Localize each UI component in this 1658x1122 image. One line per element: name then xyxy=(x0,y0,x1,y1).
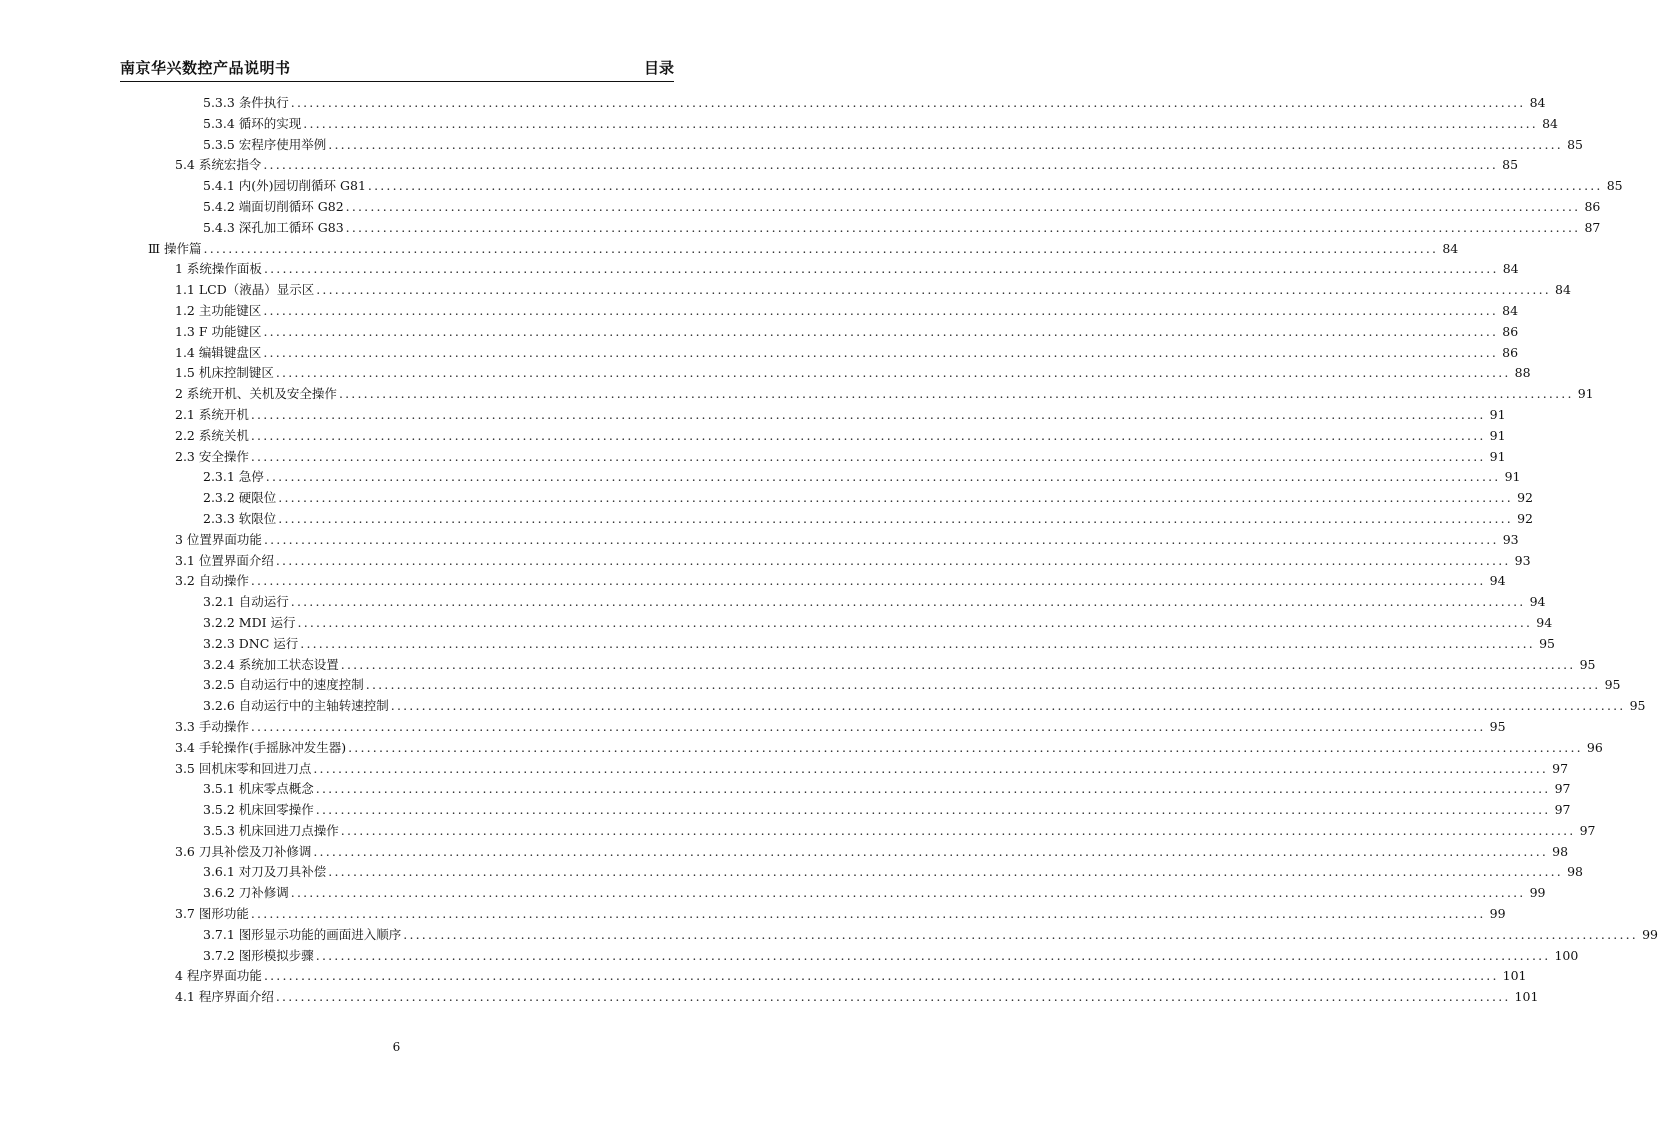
toc-entry-page: 84 xyxy=(1555,282,1571,298)
dot-leader: ........................................................................................................................................................................................................ xyxy=(203,240,1439,256)
dot-leader: ........................................................................................................................................................................................................ xyxy=(367,178,1603,194)
toc-entry[interactable] xyxy=(0,114,1558,135)
page-header xyxy=(120,57,674,81)
toc-entry[interactable] xyxy=(0,259,1519,280)
toc-entry-line xyxy=(203,488,1533,509)
toc-entry-line xyxy=(148,239,1459,260)
toc-entry-line xyxy=(203,93,1546,114)
dot-leader: ........................................................................................................................................................................................................ xyxy=(300,635,1535,651)
toc-entry-page: 84 xyxy=(1542,115,1558,131)
toc-entry-line xyxy=(175,343,1519,364)
dot-leader: ........................................................................................................................................................................................................ xyxy=(340,822,1576,838)
toc-entry[interactable] xyxy=(0,551,1531,572)
dot-leader: ........................................................................................................................................................................................................ xyxy=(328,136,1563,152)
dot-leader: ........................................................................................................................................................................................................ xyxy=(263,302,1499,318)
toc-entry[interactable] xyxy=(0,239,1459,260)
toc-entry-label: 5.3.4 循环的实现 xyxy=(203,115,302,131)
toc-entry-label: 3.3 手动操作 xyxy=(175,718,249,734)
toc-entry-label: 1 系统操作面板 xyxy=(175,261,262,277)
toc-entry[interactable] xyxy=(0,655,1596,676)
dot-leader: ........................................................................................................................................................................................................ xyxy=(263,157,1499,173)
toc-entry-page: 94 xyxy=(1536,614,1553,630)
toc-entry[interactable] xyxy=(0,842,1569,863)
dot-leader: ........................................................................................................................................................................................................ xyxy=(265,469,1501,485)
dot-leader: ........................................................................................................................................................................................................ xyxy=(263,261,1499,277)
toc-entry-line xyxy=(175,987,1539,1008)
toc-entry-label: 3.2.2 MDI 运行 xyxy=(203,614,296,630)
toc-entry[interactable] xyxy=(0,571,1506,592)
dot-leader: ........................................................................................................................................................................................................ xyxy=(263,323,1499,339)
toc-entry[interactable] xyxy=(0,384,1594,405)
toc-entry-line xyxy=(175,717,1506,738)
dot-leader: ........................................................................................................................................................................................................ xyxy=(313,760,1549,776)
dot-leader: ........................................................................................................................................................................................................ xyxy=(290,885,1526,901)
toc-entry-line xyxy=(175,384,1594,405)
toc-entry[interactable] xyxy=(0,883,1546,904)
toc-entry-line xyxy=(175,259,1519,280)
dot-leader: ........................................................................................................................................................................................................ xyxy=(250,573,1486,589)
dot-leader: ........................................................................................................................................................................................................ xyxy=(250,406,1486,422)
dot-leader: ........................................................................................................................................................................................................ xyxy=(338,386,1574,402)
toc-entry-line xyxy=(203,696,1646,717)
toc-entry-page: 95 xyxy=(1629,698,1646,714)
toc-entry[interactable] xyxy=(0,696,1646,717)
toc-entry-line xyxy=(203,883,1546,904)
toc-entry[interactable] xyxy=(0,821,1596,842)
toc-entry-label: 3.6.2 刀补修调 xyxy=(203,885,289,901)
toc-entry[interactable] xyxy=(0,155,1519,176)
toc-entry-page: 98 xyxy=(1552,843,1569,859)
toc-entry[interactable] xyxy=(0,759,1569,780)
toc-entry-label: 3.2.5 自动运行中的速度控制 xyxy=(203,677,364,693)
toc-entry-page: 91 xyxy=(1489,448,1506,464)
dot-leader: ........................................................................................................................................................................................................ xyxy=(315,947,1551,963)
dot-leader: ........................................................................................................................................................................................................ xyxy=(250,906,1486,922)
toc-entry-label: 3.5.2 机床回零操作 xyxy=(203,802,314,818)
dot-leader: ........................................................................................................................................................................................................ xyxy=(315,781,1551,797)
toc-entry-label: 4.1 程序界面介绍 xyxy=(175,989,274,1005)
dot-leader: ........................................................................................................................................................................................................ xyxy=(328,864,1563,880)
toc-entry-line xyxy=(203,218,1601,239)
toc-entry-page: 87 xyxy=(1584,219,1601,235)
toc-entry[interactable] xyxy=(0,343,1519,364)
toc-entry-page: 99 xyxy=(1489,906,1506,922)
toc-entry-line xyxy=(175,322,1519,343)
toc-entry-page: 84 xyxy=(1502,302,1519,318)
toc-entry[interactable] xyxy=(0,218,1601,239)
toc-entry-page: 95 xyxy=(1539,635,1555,651)
toc-entry[interactable] xyxy=(0,530,1519,551)
toc-entry-label: 3.6 刀具补偿及刀补修调 xyxy=(175,843,312,859)
dot-leader: ........................................................................................................................................................................................................ xyxy=(348,739,1583,755)
toc-entry-page: 94 xyxy=(1529,594,1546,610)
toc-entry-label: 3.4 手轮操作(手摇脉冲发生器) xyxy=(175,739,347,755)
section-title: 目录 xyxy=(643,59,674,77)
toc-entry-line xyxy=(175,363,1531,384)
dot-leader: ........................................................................................................................................................................................................ xyxy=(250,427,1486,443)
toc-entry-page: 92 xyxy=(1517,490,1533,506)
toc-entry-label: 5.3.5 宏程序使用举例 xyxy=(203,136,327,152)
toc-entry-label: 3.5 回机床零和回进刀点 xyxy=(175,760,312,776)
toc-entry[interactable] xyxy=(0,447,1506,468)
toc-entry-line xyxy=(203,467,1521,488)
toc-entry[interactable] xyxy=(0,197,1601,218)
toc-entry[interactable] xyxy=(0,800,1571,821)
toc-entry[interactable] xyxy=(0,862,1583,883)
toc-entry[interactable] xyxy=(0,301,1519,322)
toc-entry-page: 91 xyxy=(1489,427,1506,443)
toc-entry-page: 84 xyxy=(1529,95,1546,110)
toc-entry-label: 3.7.2 图形模拟步骤 xyxy=(203,947,314,963)
toc-entry-line xyxy=(175,759,1569,780)
toc-entry[interactable] xyxy=(0,426,1506,447)
toc-entry-label: 3.1 位置界面介绍 xyxy=(175,552,274,568)
toc-entry-page: 101 xyxy=(1514,989,1539,1005)
toc-entry-label: 5.4.1 内(外)园切削循环 G81 xyxy=(203,178,366,194)
toc-entry-label: 3.7 图形功能 xyxy=(175,906,249,922)
toc-entry-page: 86 xyxy=(1502,323,1519,339)
toc-entry-line xyxy=(203,592,1546,613)
toc-entry-line xyxy=(203,925,1658,946)
dot-leader: ........................................................................................................................................................................................................ xyxy=(340,656,1576,672)
dot-leader: ........................................................................................................................................................................................................ xyxy=(275,989,1511,1005)
toc-entry-line xyxy=(175,738,1603,759)
toc-entry-label: 3.6.1 对刀及刀具补偿 xyxy=(203,864,327,880)
toc-entry-line xyxy=(203,176,1623,197)
toc-entry[interactable] xyxy=(0,925,1658,946)
toc-entry-label: 3.2.1 自动运行 xyxy=(203,594,289,610)
toc-entry[interactable] xyxy=(0,613,1553,634)
dot-leader: ........................................................................................................................................................................................................ xyxy=(345,198,1581,214)
toc-entry-page: 91 xyxy=(1489,406,1506,422)
toc-entry[interactable] xyxy=(0,966,1527,987)
toc-entry[interactable] xyxy=(0,509,1533,530)
toc-entry-line xyxy=(203,946,1579,967)
toc-entry-page: 85 xyxy=(1606,178,1623,194)
toc-entry-page: 95 xyxy=(1489,718,1506,734)
toc-entry-label: 3 位置界面功能 xyxy=(175,531,262,547)
toc-entry-page: 94 xyxy=(1489,573,1506,589)
dot-leader: ........................................................................................................................................................................................................ xyxy=(275,552,1511,568)
toc-entry-page: 97 xyxy=(1579,822,1596,838)
toc-entry[interactable] xyxy=(0,675,1621,696)
dot-leader: ........................................................................................................................................................................................................ xyxy=(390,698,1626,714)
toc-entry-page: 98 xyxy=(1567,864,1583,880)
toc-entry[interactable] xyxy=(0,363,1531,384)
toc-entry[interactable] xyxy=(0,93,1546,114)
toc-entry-page: 93 xyxy=(1514,552,1531,568)
toc-entry-label: 3.5.3 机床回进刀点操作 xyxy=(203,822,339,838)
toc-entry-label: 2.3.1 急停 xyxy=(203,469,264,485)
dot-leader: ........................................................................................................................................................................................................ xyxy=(278,510,1513,526)
toc-entry[interactable] xyxy=(0,405,1506,426)
toc-entry-page: 84 xyxy=(1442,240,1459,256)
page-number: 6 xyxy=(392,1040,401,1054)
toc-entry-line xyxy=(175,966,1527,987)
toc-entry-page: 86 xyxy=(1584,198,1601,214)
toc-entry-label: 4 程序界面功能 xyxy=(175,968,262,984)
dot-leader: ........................................................................................................................................................................................................ xyxy=(403,926,1638,942)
toc-entry-label: 2 系统开机、关机及安全操作 xyxy=(175,386,337,402)
toc-entry-line xyxy=(175,571,1506,592)
toc-entry-page: 97 xyxy=(1552,760,1569,776)
toc-entry-page: 95 xyxy=(1579,656,1596,672)
toc-entry-label: 5.4.2 端面切削循环 G82 xyxy=(203,198,344,214)
toc-entry-label: Ⅲ 操作篇 xyxy=(148,240,202,256)
toc-entry[interactable] xyxy=(0,280,1571,301)
toc-entry-line xyxy=(175,842,1569,863)
toc-entry-label: 1.1 LCD（液晶）显示区 xyxy=(175,282,315,298)
toc-entry-page: 99 xyxy=(1529,885,1546,901)
toc-entry[interactable] xyxy=(0,488,1533,509)
toc-entry-page: 84 xyxy=(1502,261,1519,277)
toc-entry-line xyxy=(175,530,1519,551)
toc-entry-page: 85 xyxy=(1567,136,1583,152)
toc-entry-line xyxy=(203,509,1533,530)
toc-entry-line xyxy=(203,800,1571,821)
dot-leader: ........................................................................................................................................................................................................ xyxy=(297,614,1533,630)
toc-entry[interactable] xyxy=(0,592,1546,613)
toc-entry-page: 85 xyxy=(1502,157,1519,173)
toc-entry-label: 3.2.3 DNC 运行 xyxy=(203,635,299,651)
toc-entry-line xyxy=(175,551,1531,572)
toc-entry-label: 1.2 主功能键区 xyxy=(175,302,262,318)
toc-entry-page: 96 xyxy=(1586,739,1603,755)
toc-entry-label: 3.2.4 系统加工状态设置 xyxy=(203,656,339,672)
toc-entry-label: 1.3 F 功能键区 xyxy=(175,323,262,339)
toc-entry-page: 100 xyxy=(1554,947,1579,963)
toc-entry-line xyxy=(203,613,1553,634)
toc-entry-label: 3.2.6 自动运行中的主轴转速控制 xyxy=(203,698,389,714)
toc-entry-label: 1.4 编辑键盘区 xyxy=(175,344,262,360)
header-divider xyxy=(120,81,674,82)
dot-leader: ........................................................................................................................................................................................................ xyxy=(263,531,1499,547)
toc-entry-label: 5.4.3 深孔加工循环 G83 xyxy=(203,219,344,235)
toc-entry-page: 97 xyxy=(1554,802,1571,818)
toc-entry-page: 88 xyxy=(1514,365,1531,381)
toc-entry[interactable] xyxy=(0,779,1571,800)
toc-entry-line xyxy=(203,821,1596,842)
dot-leader: ........................................................................................................................................................................................................ xyxy=(345,219,1581,235)
dot-leader: ........................................................................................................................................................................................................ xyxy=(275,365,1511,381)
toc-entry-page: 91 xyxy=(1504,469,1521,485)
toc-entry-line xyxy=(175,405,1506,426)
toc-entry[interactable] xyxy=(0,322,1519,343)
toc-entry-line xyxy=(203,655,1596,676)
toc-entry-page: 101 xyxy=(1502,968,1527,984)
toc-entry-page: 91 xyxy=(1577,386,1594,402)
toc-entry-page: 93 xyxy=(1502,531,1519,547)
dot-leader: ........................................................................................................................................................................................................ xyxy=(250,718,1486,734)
toc-entry-label: 1.5 机床控制键区 xyxy=(175,365,274,381)
toc-entry-label: 2.3.2 硬限位 xyxy=(203,490,277,506)
dot-leader: ........................................................................................................................................................................................................ xyxy=(365,677,1601,693)
toc-entry-line xyxy=(203,197,1601,218)
toc-entry-label: 5.3.3 条件执行 xyxy=(203,95,289,110)
dot-leader: ........................................................................................................................................................................................................ xyxy=(263,344,1499,360)
toc-entry-page: 99 xyxy=(1642,926,1658,942)
toc-entry-page: 92 xyxy=(1517,510,1533,526)
toc-entry-label: 3.7.1 图形显示功能的画面进入顺序 xyxy=(203,926,402,942)
toc-entry-line xyxy=(175,447,1506,468)
toc-entry[interactable] xyxy=(0,946,1579,967)
toc-entry-line xyxy=(175,301,1519,322)
toc-entry-line xyxy=(175,426,1506,447)
toc-entry-page: 86 xyxy=(1502,344,1519,360)
dot-leader: ........................................................................................................................................................................................................ xyxy=(263,968,1499,984)
toc-entry-label: 2.3.3 软限位 xyxy=(203,510,277,526)
toc-entry-label: 3.5.1 机床零点概念 xyxy=(203,781,314,797)
dot-leader: ........................................................................................................................................................................................................ xyxy=(290,594,1526,610)
document-title: 南京华兴数控产品说明书 xyxy=(120,59,291,77)
dot-leader: ........................................................................................................................................................................................................ xyxy=(250,448,1486,464)
table-of-contents xyxy=(0,93,1658,1008)
toc-entry-label: 2.2 系统关机 xyxy=(175,427,249,443)
toc-entry[interactable] xyxy=(0,904,1506,925)
toc-entry[interactable] xyxy=(0,634,1555,655)
dot-leader: ........................................................................................................................................................................................................ xyxy=(303,115,1538,131)
dot-leader: ........................................................................................................................................................................................................ xyxy=(313,843,1549,859)
toc-entry-line xyxy=(203,135,1583,156)
toc-entry-line xyxy=(203,862,1583,883)
toc-entry-line xyxy=(175,280,1571,301)
toc-entry[interactable] xyxy=(0,135,1583,156)
toc-entry-line xyxy=(203,779,1571,800)
toc-entry-label: 2.3 安全操作 xyxy=(175,448,249,464)
toc-entry-line xyxy=(175,904,1506,925)
toc-entry-line xyxy=(203,634,1555,655)
dot-leader: ........................................................................................................................................................................................................ xyxy=(316,282,1551,298)
toc-entry-label: 2.1 系统开机 xyxy=(175,406,249,422)
toc-entry-page: 95 xyxy=(1604,677,1621,693)
toc-entry-label: 5.4 系统宏指令 xyxy=(175,157,262,173)
dot-leader: ........................................................................................................................................................................................................ xyxy=(290,95,1526,110)
toc-entry-line xyxy=(203,114,1558,135)
toc-entry-line xyxy=(175,155,1519,176)
toc-entry[interactable] xyxy=(0,987,1539,1008)
toc-entry[interactable] xyxy=(0,467,1521,488)
toc-entry-line xyxy=(203,675,1621,696)
toc-entry[interactable] xyxy=(0,176,1623,197)
dot-leader: ........................................................................................................................................................................................................ xyxy=(315,802,1551,818)
toc-entry-page: 97 xyxy=(1554,781,1571,797)
toc-entry[interactable] xyxy=(0,738,1603,759)
dot-leader: ........................................................................................................................................................................................................ xyxy=(278,490,1513,506)
toc-entry-label: 3.2 自动操作 xyxy=(175,573,249,589)
toc-entry[interactable] xyxy=(0,717,1506,738)
